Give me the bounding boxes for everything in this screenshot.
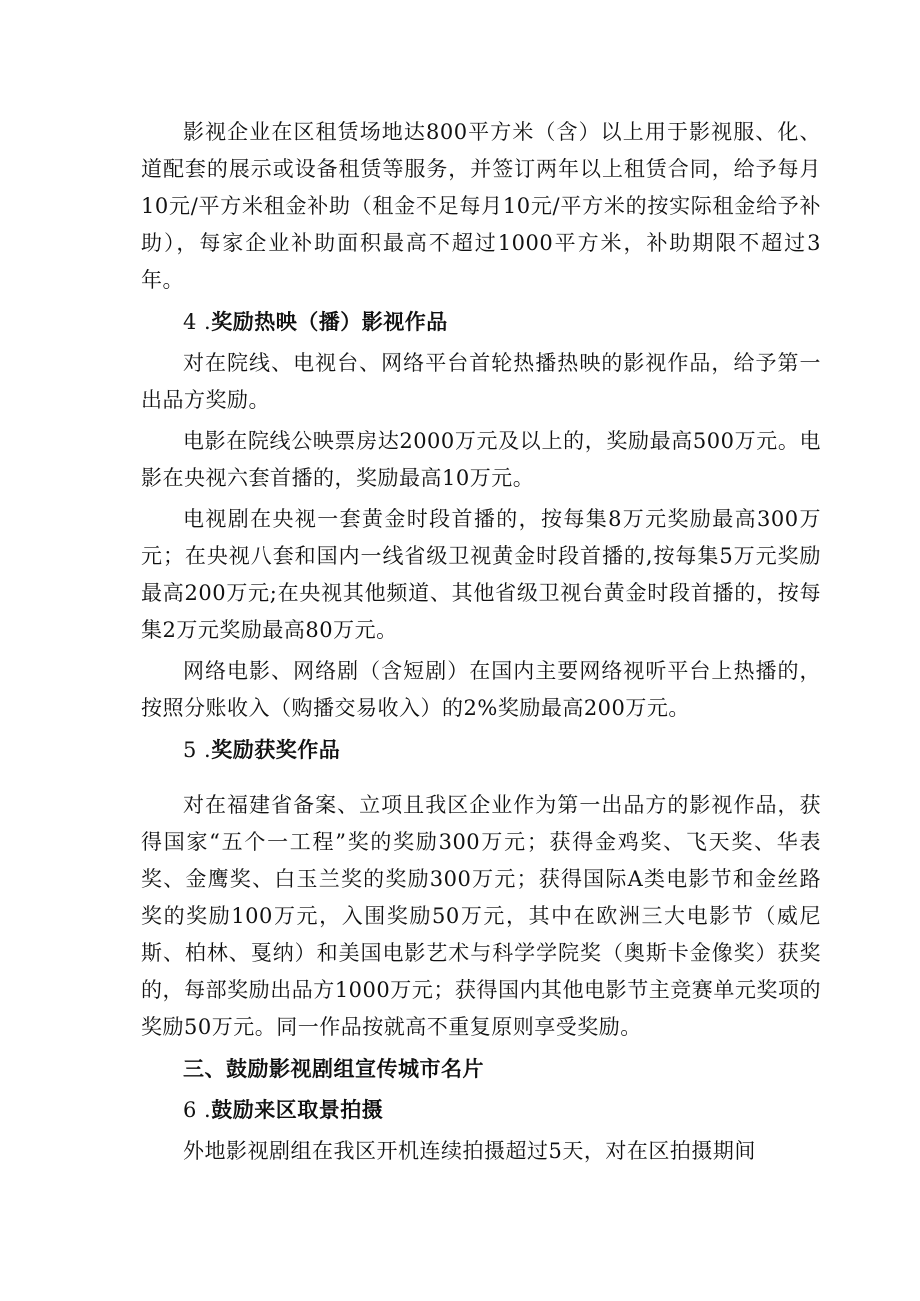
document-page: [141, 114, 821, 1174]
heading-text: 奖励获奖作品: [211, 737, 341, 762]
paragraph-venue-rent-subsidy: 影视企业在区租赁场地达800平方米（含）以上用于影视服、化、道配套的展示或设备租赁等服务，并签订两年以上租赁合同，给予每月10元/平方米租金补助（租金不足每月10元/平方米的按实际租金给予补助），每家企业补助面积最高不超过1000平方米，补助期限不超过3年。: [141, 120, 821, 292]
heading-award-winning-works: [141, 731, 821, 769]
paragraph-film-box-office: 电影在院线公映票房达2000万元及以上的，奖励最高500万元。电影在央视六套首播的，奖励最高10万元。: [141, 429, 821, 490]
heading-location-shooting: [141, 1091, 821, 1129]
heading-award-hit-works: [141, 303, 821, 341]
spacer: [141, 773, 821, 787]
paragraph-award-details: 对在福建省备案、立项且我区企业作为第一出品方的影视作品，获得国家“五个一工程”奖的奖励300万元；获得金鸡奖、飞天奖、华表奖、金鹰奖、白玉兰奖的奖励300万元；获得国际A类电影节和金丝路奖的奖励100万元，入围奖励50万元，其中在欧洲三大电影节（威尼斯、柏林、戛纳）和美国电影艺术与科学学院奖（奥斯卡金像奖）获奖的，每部奖励出品方1000万元；获得国内其他电影节主竞赛单元奖项的奖励50万元。同一作品按就高不重复原则享受奖励。: [141, 793, 821, 1039]
paragraph-tv-drama: 电视剧在央视一套黄金时段首播的，按每集8万元奖励最高300万元；在央视八套和国内一线省级卫视黄金时段首播的,按每集5万元奖励最高200万元;在央视其他频道、其他省级卫视台黄金时段首播的，按每集2万元奖励最高80万元。: [141, 507, 821, 642]
heading-text: 奖励热映（播）影视作品: [211, 309, 448, 334]
heading-number: 5 .: [183, 738, 212, 762]
heading-text: 鼓励来区取景拍摄: [211, 1097, 384, 1122]
paragraph-online-works: 网络电影、网络剧（含短剧）在国内主要网络视听平台上热播的，按照分账收入（购播交易收入）的2%奖励最高200万元。: [141, 659, 821, 720]
paragraph-location-shooting: 外地影视剧组在我区开机连续拍摄超过5天，对在区拍摄期间: [183, 1139, 756, 1163]
paragraph-hit-works-intro: 对在院线、电视台、网络平台首轮热播热映的影视作品，给予第一出品方奖励。: [141, 351, 821, 412]
heading-number: 6 .: [183, 1098, 212, 1122]
section-heading-city-promotion: 三、鼓励影视剧组宣传城市名片: [183, 1056, 484, 1081]
heading-number: 4 .: [183, 310, 212, 334]
